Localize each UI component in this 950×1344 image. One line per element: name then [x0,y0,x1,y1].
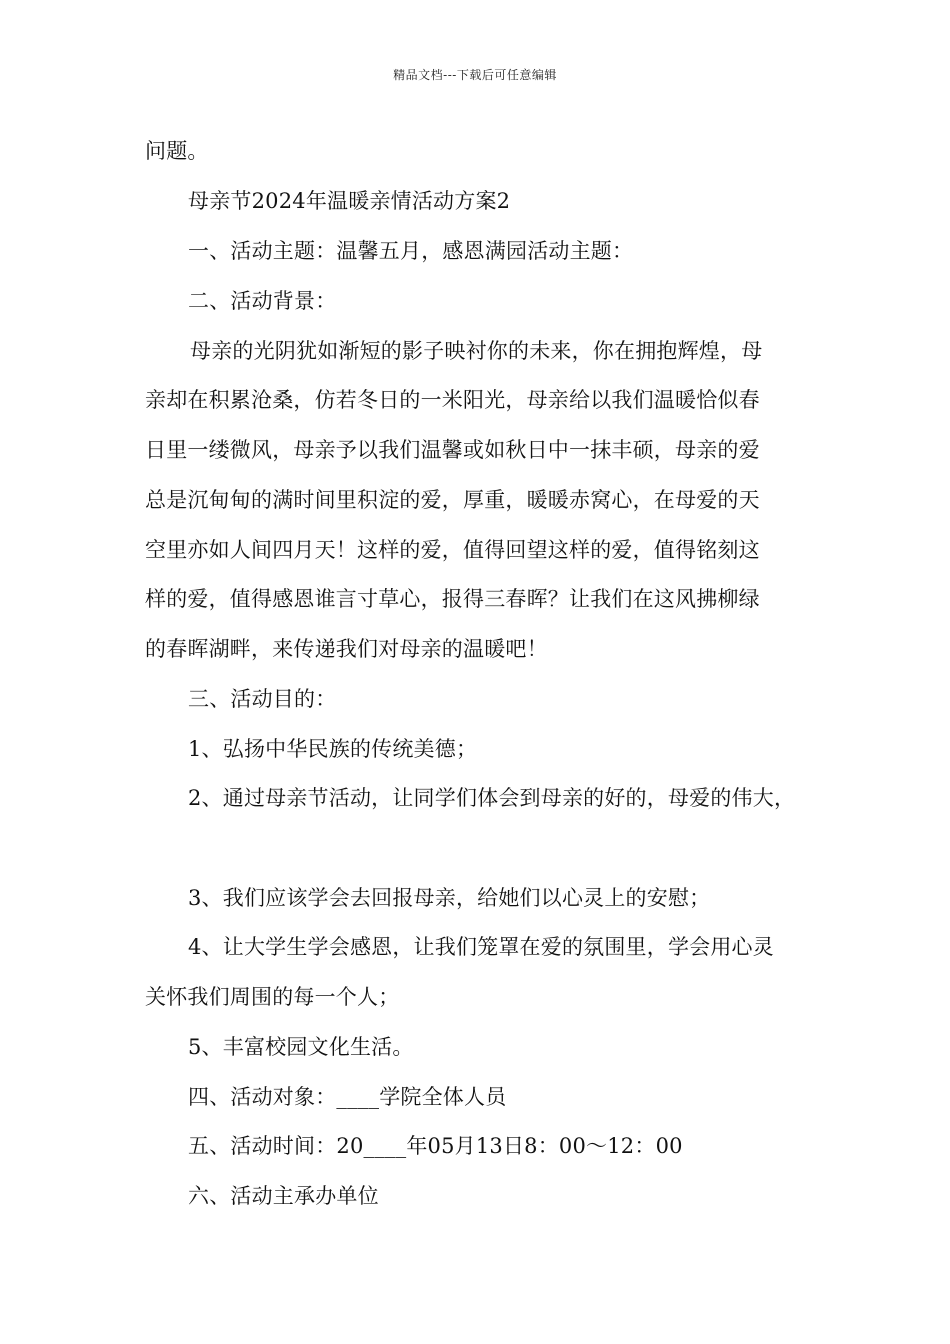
text-line: 样的爱，值得感恩谁言寸草心，报得三春晖？让我们在这风拂柳绿 [145,587,760,611]
page-header: 精品文档---下载后可任意编辑 [393,68,557,82]
text-line: 母亲的光阴犹如渐短的影子映衬你的未来，你在拥抱辉煌，母 [190,339,763,363]
text-line: 的春晖湖畔，来传递我们对母亲的温暖吧！ [145,637,548,661]
text-line: 五、活动时间：20____年05月13日8：00～12：00 [188,1134,683,1158]
text-line: 四、活动对象：____学院全体人员 [188,1085,507,1109]
text-line: 关怀我们周围的每一个人； [145,985,400,1009]
text-line: 2、通过母亲节活动，让同学们体会到母亲的好的，母爱的伟大， [188,786,796,810]
text-line: 三、活动目的： [188,687,337,711]
text-line: 二、活动背景： [188,289,337,313]
text-line: 1、弘扬中华民族的传统美德； [188,737,478,761]
text-line: 3、我们应该学会去回报母亲，给她们以心灵上的安慰； [188,886,711,910]
text-line: 5、丰富校园文化生活。 [188,1035,414,1059]
text-line: 一、活动主题：温馨五月，感恩满园活动主题： [188,239,634,263]
text-line: 总是沉甸甸的满时间里积淀的爱，厚重，暖暖赤窝心，在母爱的天 [145,488,760,512]
text-line: 问题。 [145,139,209,163]
text-line: 空里亦如人间四月天！这样的爱，值得回望这样的爱，值得铭刻这 [145,538,760,562]
section-title: 母亲节2024年温暖亲情活动方案2 [188,189,511,213]
text-line: 日里一缕微风，母亲予以我们温馨或如秋日中一抹丰硕，母亲的爱 [145,438,760,462]
text-line: 六、活动主承办单位 [188,1184,379,1208]
text-line: 亲却在积累沧桑，仿若冬日的一米阳光，母亲给以我们温暖恰似春 [145,388,760,412]
text-line: 4、让大学生学会感恩，让我们笼罩在爱的氛围里，学会用心灵 [188,935,774,959]
